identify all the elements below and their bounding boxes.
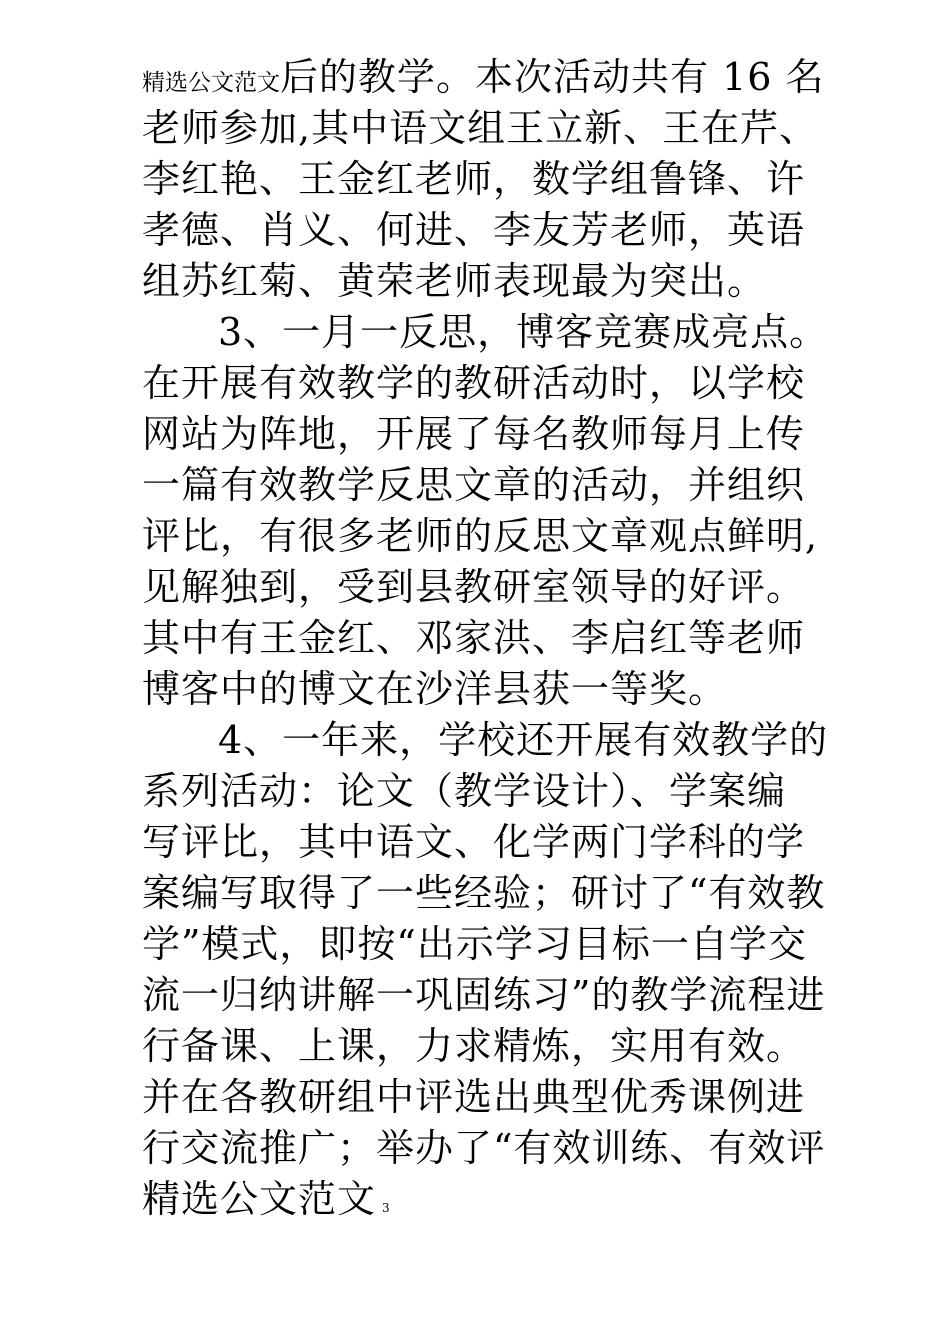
header-label: 精选公文范文 [142, 70, 280, 96]
text-line-19: 流一归纳讲解一巩固练习”的教学流程进 [142, 973, 826, 1017]
footer-label: 精选公文范文 [142, 1177, 377, 1221]
text-line-22: 行交流推广；举办了“有效训练、有效评 [142, 1126, 826, 1170]
text-line-7: 在开展有效教学的教研活动时，以学校 [142, 361, 806, 405]
text-line-2: 老师参加,其中语文组王立新、王在芹、 [142, 106, 819, 150]
text-line-10: 评比，有很多老师的反思文章观点鲜明, [142, 514, 819, 558]
text-line-16: 写评比，其中语文、化学两门学科的学 [142, 820, 806, 864]
text-line-8: 网站为阵地，开展了每名教师每月上传 [142, 412, 806, 456]
page-number: 3 [382, 1201, 390, 1215]
text-line-11: 见解独到，受到县教研室领导的好评。 [142, 565, 806, 609]
text-line-20: 行备课、上课，力求精炼，实用有效。 [142, 1024, 806, 1068]
text-line-5: 组苏红菊、黄荣老师表现最为突出。 [142, 259, 767, 303]
text-line-9: 一篇有效教学反思文章的活动，并组织 [142, 463, 806, 507]
text-line-21: 并在各教研组中评选出典型优秀课例进 [142, 1075, 806, 1119]
footer [142, 1174, 390, 1224]
text-line-17: 案编写取得了一些经验；研讨了“有效教 [142, 871, 826, 915]
text-line-3: 李红艳、王金红老师，数学组鲁锋、许 [142, 157, 806, 201]
paragraph-4-heading: 4、一年来，学校还开展有效教学的 [218, 718, 829, 762]
paragraph-3-heading: 3、一月一反思，博客竞赛成亮点。 [218, 310, 829, 354]
text-line-12: 其中有王金红、邓家洪、李启红等老师 [142, 616, 806, 660]
text-line-4: 孝德、肖义、何进、李友芳老师，英语 [142, 208, 806, 252]
body-text: 后的教学。本次活动共有 16 名 [280, 55, 825, 99]
text-line-1 [142, 52, 825, 102]
text-line-13: 博客中的博文在沙洋县获一等奖。 [142, 667, 728, 711]
text-line-15: 系列活动：论文（教学设计）、学案编 [142, 769, 787, 813]
text-line-18: 学”模式，即按“出示学习目标一自学交 [142, 922, 807, 966]
